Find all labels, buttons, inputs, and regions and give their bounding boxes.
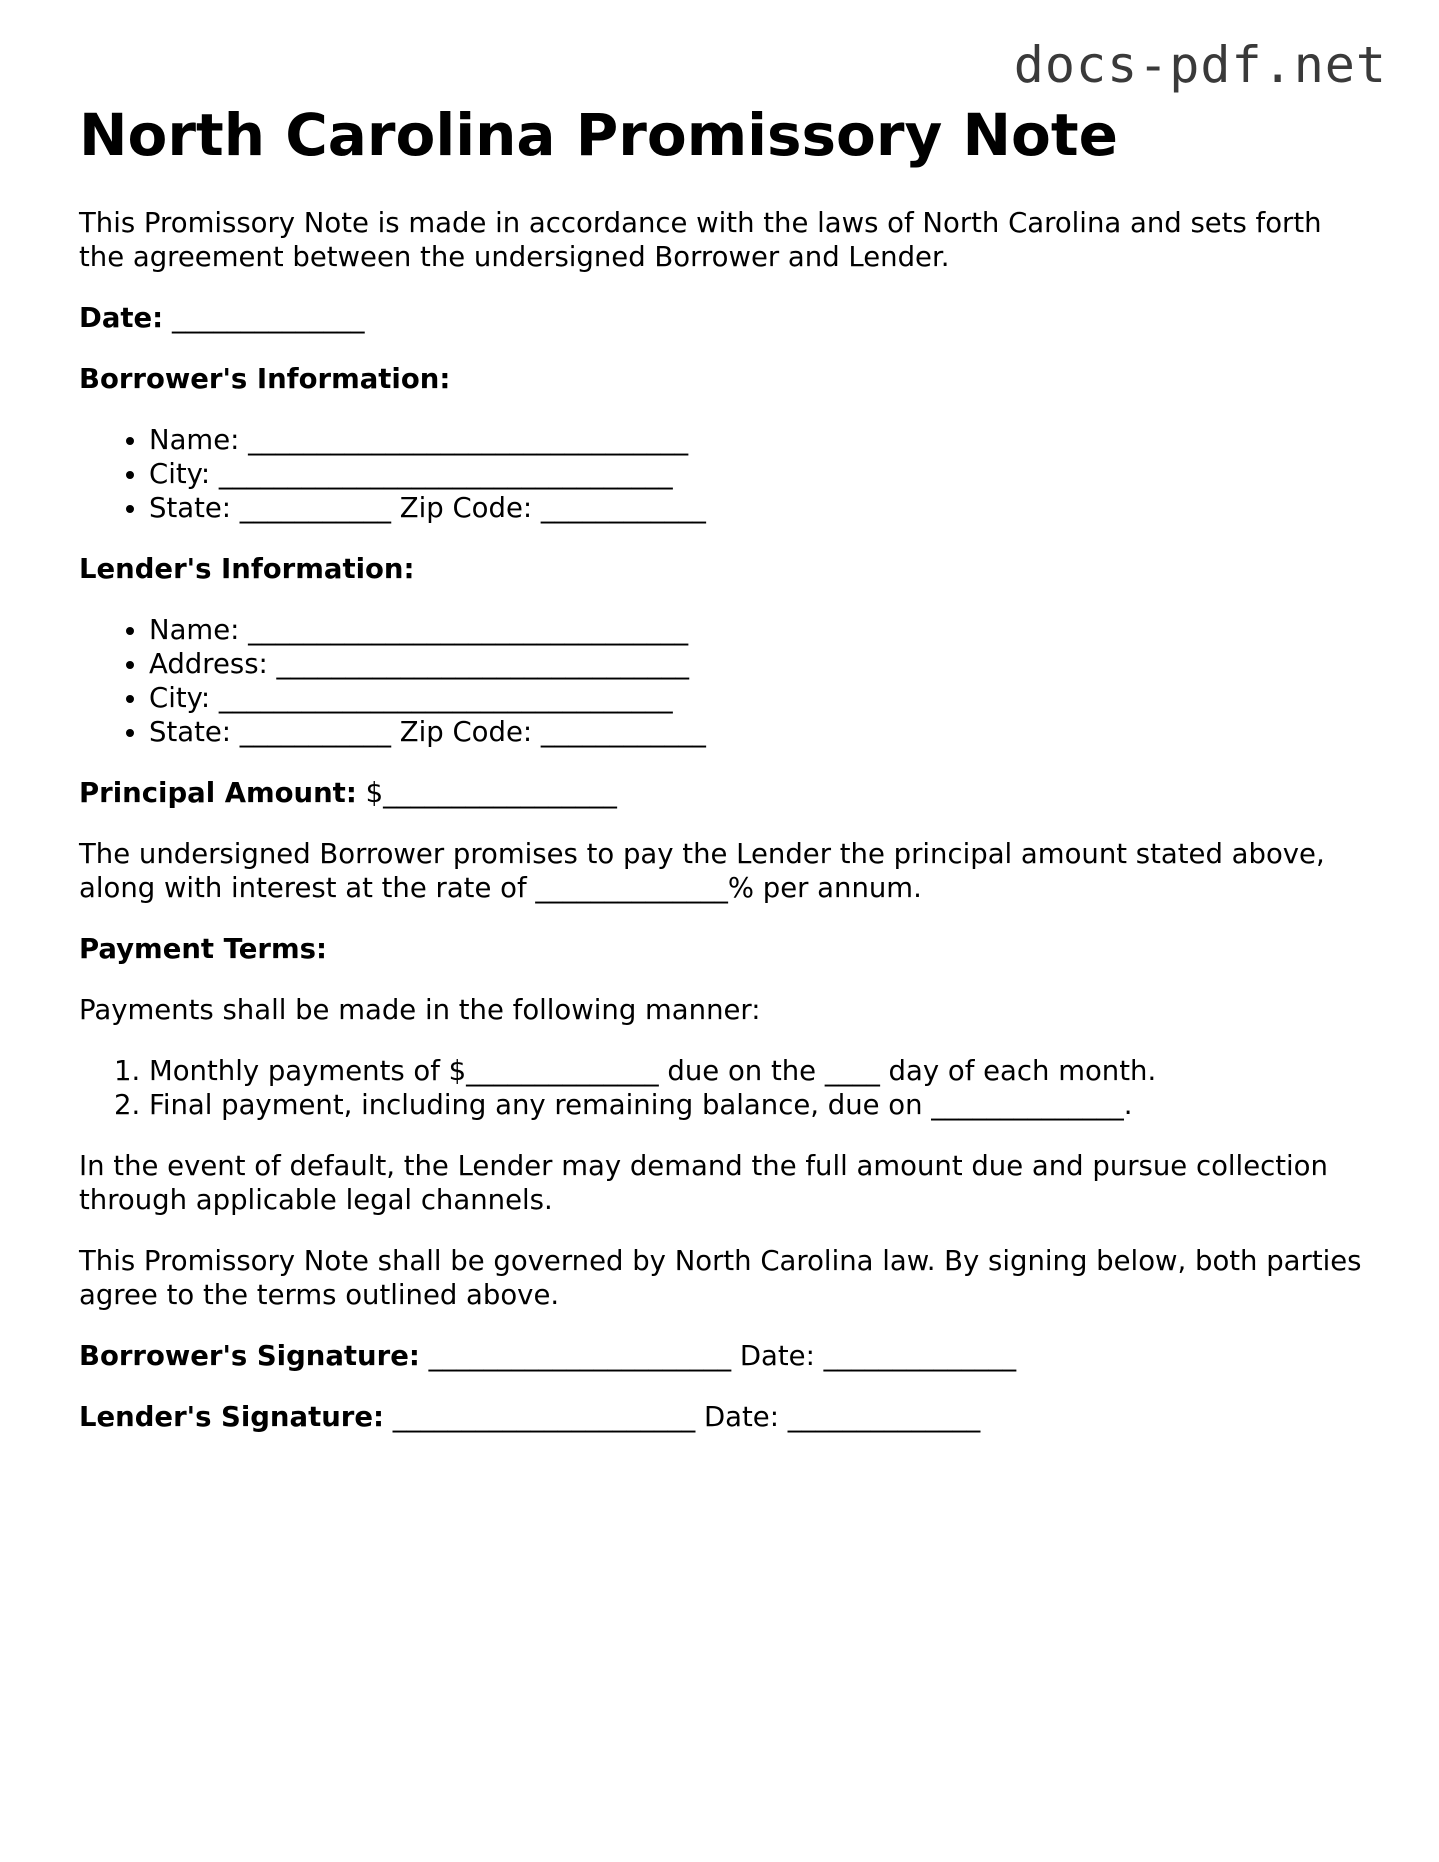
borrower-signature-blank[interactable]: ______________________ Date: ______________ <box>428 1340 1017 1372</box>
document-page <box>79 100 1369 1434</box>
lender-state-zip-field[interactable]: • State: ___________ Zip Code: ____________ <box>149 715 1369 749</box>
borrower-signature-line <box>79 1339 1369 1373</box>
principal-label: Principal Amount: <box>79 777 357 809</box>
borrower-state-zip-field[interactable]: • State: ___________ Zip Code: ____________ <box>149 491 1369 525</box>
lender-name-field[interactable]: • Name: ________________________________ <box>149 613 1369 647</box>
governing-law-paragraph: This Promissory Note shall be governed by North Carolina law. By signing below, both parties agree to the terms outlined above. <box>79 1245 1362 1311</box>
payment-terms-list <box>79 1054 1369 1122</box>
borrower-signature-label: Borrower's Signature: <box>79 1340 420 1372</box>
date-blank[interactable]: ______________ <box>171 302 365 334</box>
lender-signature-blank[interactable]: ______________________ Date: ______________ <box>392 1401 981 1433</box>
lender-heading: Lender's Information: <box>79 553 415 585</box>
lender-address-field[interactable]: • Address: ______________________________ <box>149 647 1369 681</box>
date-field <box>79 301 1369 335</box>
default-clause: In the event of default, the Lender may demand the full amount due and pursue collection through applicable legal channels. <box>79 1150 1328 1216</box>
payment-terms-heading: Payment Terms: <box>79 933 327 965</box>
principal-blank[interactable]: $_________________ <box>365 777 617 809</box>
lender-signature-line <box>79 1400 1369 1434</box>
borrower-heading: Borrower's Information: <box>79 363 451 395</box>
document-title: North Carolina Promissory Note <box>79 101 1118 169</box>
payment-term-monthly: 1. Monthly payments of $______________ due on the ____ day of each month. <box>149 1054 1369 1088</box>
lender-city-field[interactable]: • City: _________________________________ <box>149 681 1369 715</box>
borrower-city-field[interactable]: • City: _________________________________ <box>149 457 1369 491</box>
payment-term-final: 2. Final payment, including any remaining balance, due on ______________. <box>149 1088 1369 1122</box>
lender-info-list <box>79 613 1369 749</box>
borrower-info-list <box>79 423 1369 525</box>
principal-field <box>79 776 1369 810</box>
watermark: docs-pdf.net <box>1013 36 1387 94</box>
borrower-name-field[interactable]: • Name: ________________________________ <box>149 423 1369 457</box>
date-label: Date: <box>79 302 164 334</box>
promise-paragraph: The undersigned Borrower promises to pay the Lender the principal amount stated above, along with interest at the rate of ______________% per annum. <box>79 838 1325 904</box>
payment-terms-lead: Payments shall be made in the following manner: <box>79 994 761 1026</box>
lender-signature-label: Lender's Signature: <box>79 1401 384 1433</box>
intro-paragraph: This Promissory Note is made in accordance with the laws of North Carolina and sets forth the agreement between the undersigned Borrower and Lender. <box>79 207 1322 273</box>
